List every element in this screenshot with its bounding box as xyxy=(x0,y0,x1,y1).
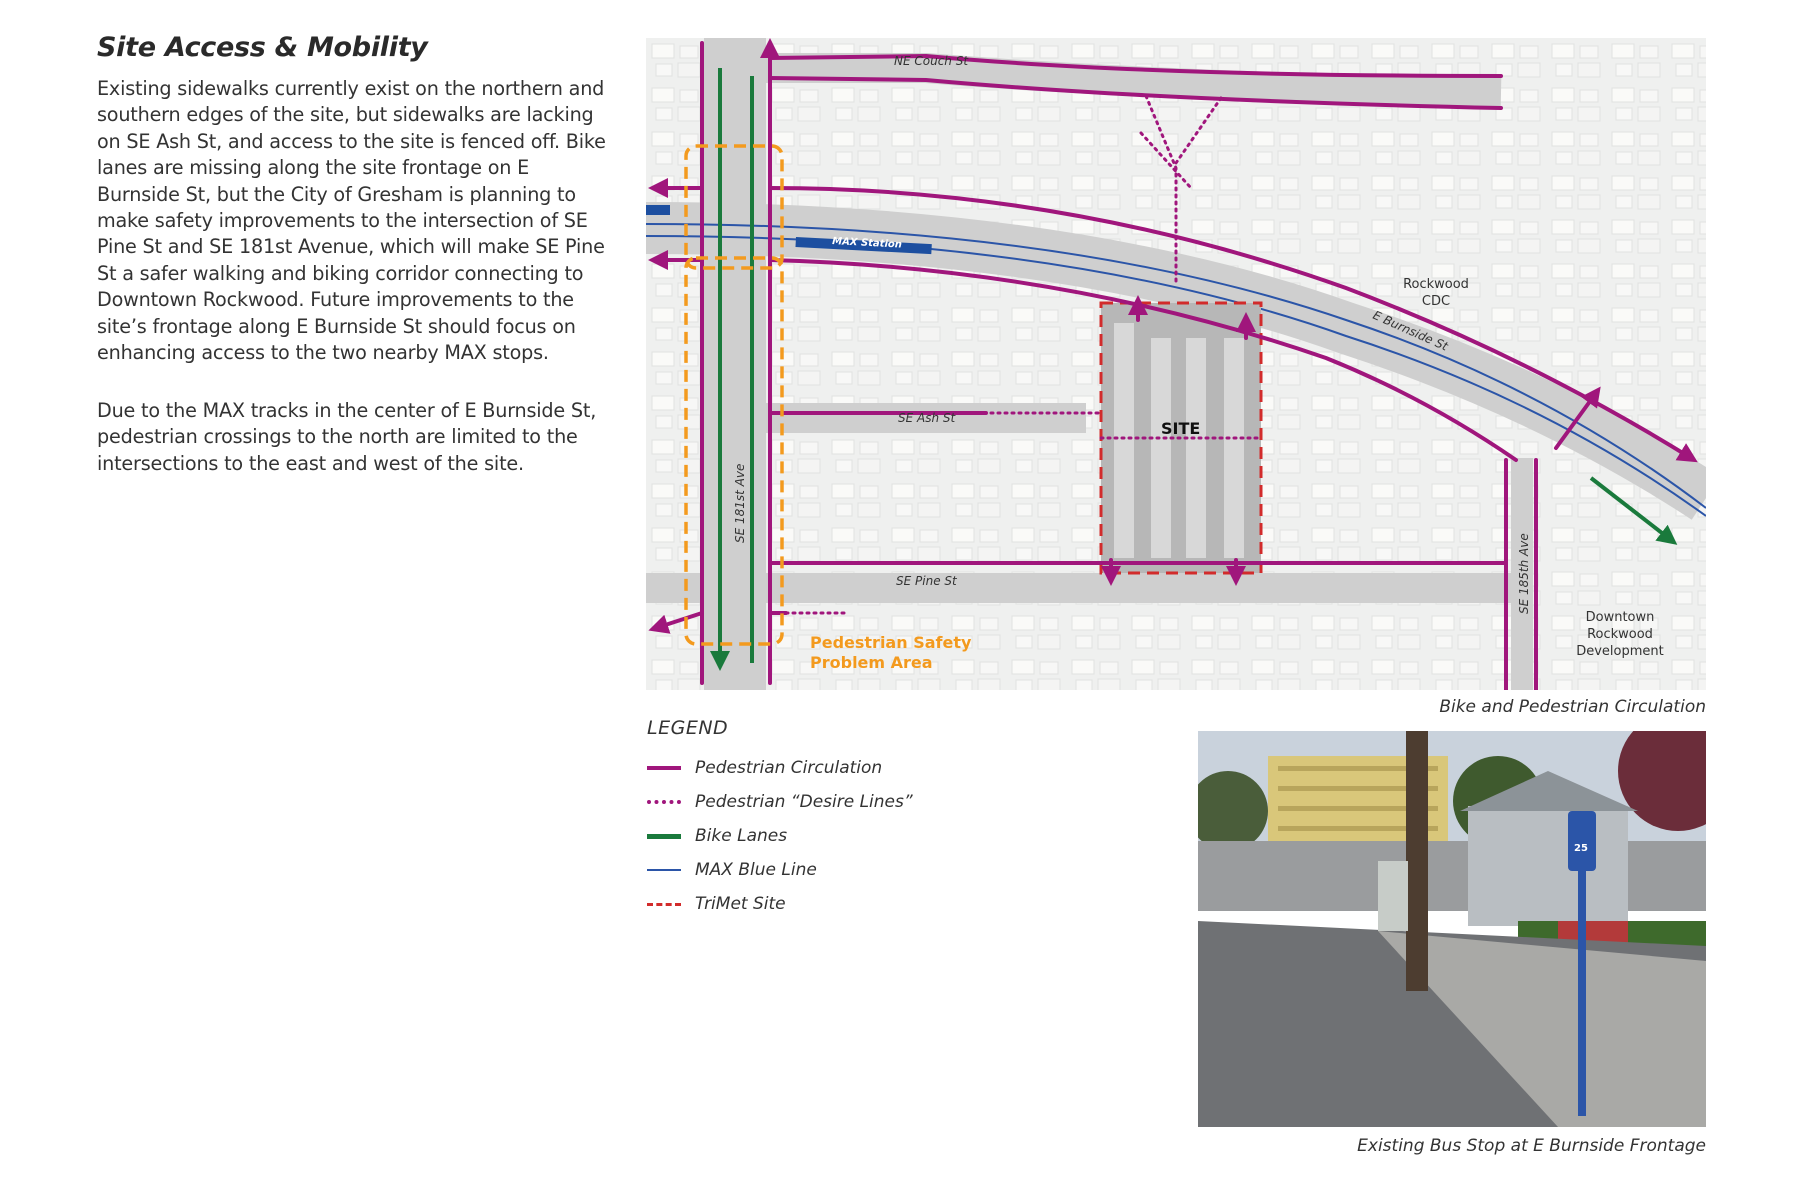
legend-item xyxy=(647,785,1007,819)
label-ash: SE Ash St xyxy=(898,411,956,425)
legend-title: LEGEND xyxy=(647,717,729,739)
legend-item xyxy=(647,819,1007,853)
site-label: SITE xyxy=(1161,419,1201,438)
max-station-label: MAX Station xyxy=(831,236,903,251)
legend xyxy=(647,717,1007,921)
legend-item xyxy=(647,887,1007,921)
label-181st: SE 181st Ave xyxy=(733,463,747,543)
downtown-line1: Downtown xyxy=(1585,610,1655,625)
legend-item xyxy=(647,853,1007,887)
label-couch: NE Couch St xyxy=(894,54,969,68)
desire-lines-swatch xyxy=(647,800,681,804)
problem-area-line1: Pedestrian Safety xyxy=(810,633,972,652)
legend-label: Bike Lanes xyxy=(695,826,788,846)
downtown-line2: Rockwood xyxy=(1587,627,1653,642)
legend-label: TriMet Site xyxy=(695,894,786,914)
section-title: Site Access & Mobility xyxy=(97,32,428,63)
utility-building xyxy=(1468,806,1628,926)
downtown-line3: Development xyxy=(1576,644,1664,659)
trimet-site-swatch xyxy=(647,903,681,906)
legend-label: Pedestrian Circulation xyxy=(695,758,883,778)
label-pine: SE Pine St xyxy=(896,574,957,588)
circulation-map xyxy=(646,38,1706,690)
legend-label: Pedestrian “Desire Lines” xyxy=(695,792,913,812)
max-line-swatch xyxy=(647,869,681,871)
problem-area-line2: Problem Area xyxy=(810,653,933,672)
max-crossing-paragraph: Due to the MAX tracks in the center of E Burnside St, pedestrian crossings to the north are limited to the intersections to the east and west of the site. xyxy=(97,399,597,475)
max-station-left xyxy=(646,205,670,215)
utility-pole xyxy=(1406,731,1428,991)
legend-label: MAX Blue Line xyxy=(695,860,817,880)
map-caption: Bike and Pedestrian Circulation xyxy=(1439,697,1706,717)
photo-caption: Existing Bus Stop at E Burnside Frontage xyxy=(1357,1136,1706,1156)
pedestrian-circulation-swatch xyxy=(647,766,681,770)
legend-item xyxy=(647,751,1007,785)
bus-sign-number: 25 xyxy=(1574,843,1588,854)
bike-lanes-swatch xyxy=(647,834,681,839)
bus-stop-photo xyxy=(1198,731,1706,1127)
label-burnside: E Burnside St xyxy=(1370,307,1451,354)
intro-paragraph: Existing sidewalks currently exist on the northern and southern edges of the site, but sidewalks are lacking on SE Ash St, and access to the site is fenced off. Bike lanes are missing along the site frontage on E Burnside St, but the City of Gresham is planning to make safety improvements to the intersection of SE Pine St and SE 181st Avenue, which will make SE Pine St a safer walking and biking corridor connecting to Downtown Rockwood. Future improvements to the site’s frontage along E Burnside St should focus on enhancing access to the two nearby MAX stops. xyxy=(97,77,606,365)
label-185th: SE 185th Ave xyxy=(1517,533,1531,614)
rockwood-cdc-line1: Rockwood xyxy=(1403,277,1469,292)
rockwood-cdc-line2: CDC xyxy=(1421,294,1451,309)
street-pine xyxy=(646,573,1526,603)
